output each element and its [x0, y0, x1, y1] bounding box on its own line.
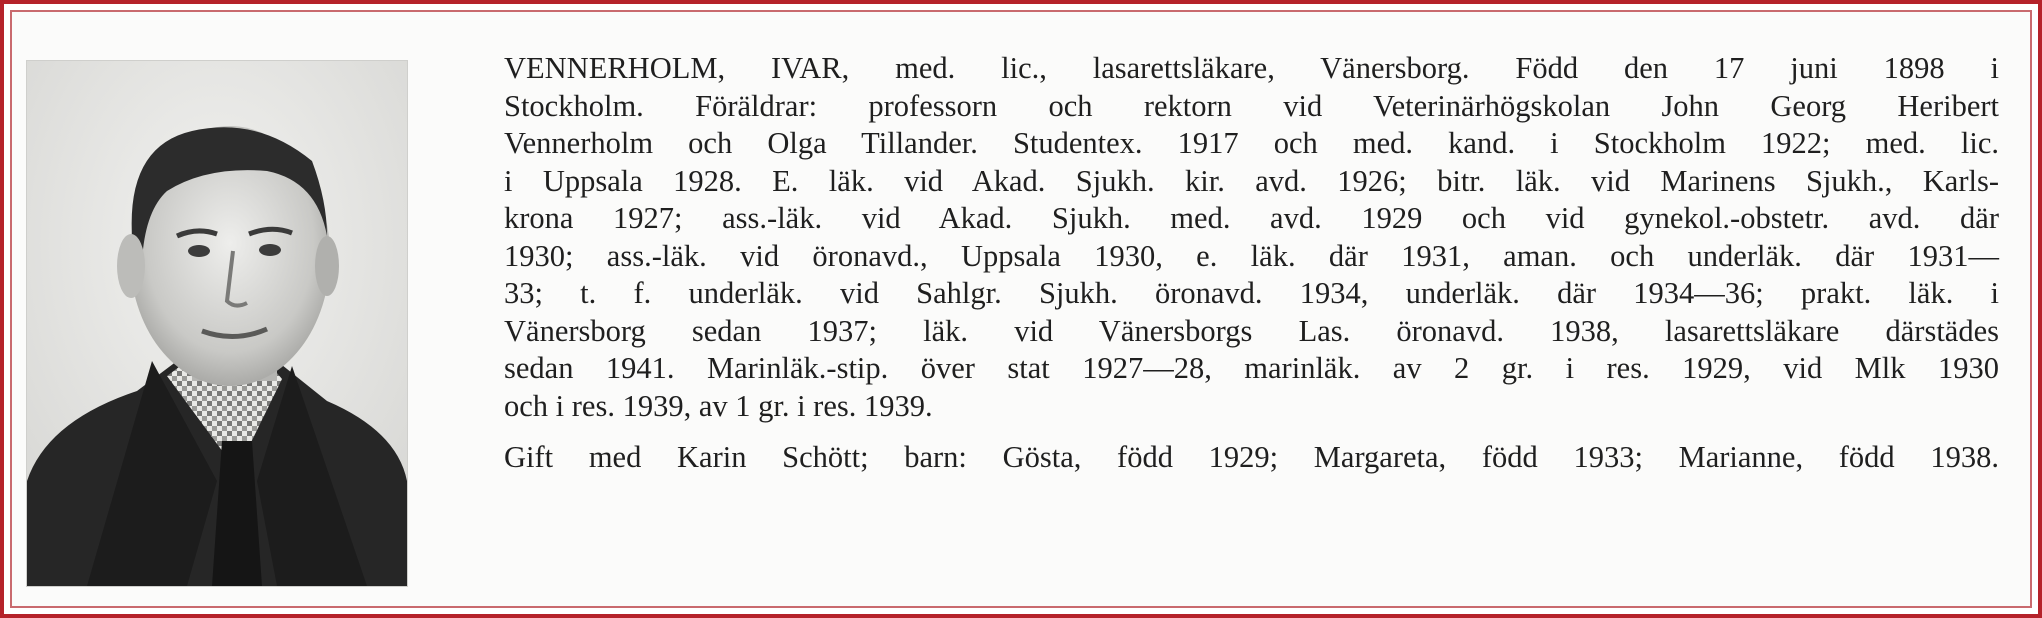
bio-line: krona 1927; ass.-läk. vid Akad. Sjukh. med. avd. 1929 och vid gynekol.-obstetr. avd. där — [504, 201, 1999, 235]
family-line: Gift med Karin Schött; barn: Gösta, född 1929; Margareta, född 1933; Marianne, född 1938. — [504, 440, 1999, 474]
bio-line: Stockholm. Föräldrar: professorn och rektorn vid Veterinärhögskolan John Georg Heribert — [504, 88, 1999, 123]
bio-line: och i res. 1939, av 1 gr. i res. 1939. — [504, 388, 933, 423]
family-paragraph — [504, 439, 1999, 477]
biography-text — [504, 50, 1999, 477]
bio-line: VENNERHOLM, IVAR, med. lic., lasarettsläkare, Vänersborg. Född den 17 juni 1898 i — [504, 51, 1999, 85]
bio-line: 1930; ass.-läk. vid öronavd., Uppsala 1930, e. läk. där 1931, aman. och underläk. där 1931— — [504, 238, 1999, 273]
bio-line: sedan 1941. Marinläk.-stip. över stat 1927—28, marinläk. av 2 gr. i res. 1929, vid Mlk 1930 — [504, 351, 1999, 385]
biography-paragraph — [504, 50, 1999, 425]
portrait-photo — [26, 60, 408, 587]
bio-line: Vennerholm och Olga Tillander. Studentex. 1917 och med. kand. i Stockholm 1922; med. lic. — [504, 126, 1999, 160]
bio-line: 33; t. f. underläk. vid Sahlgr. Sjukh. öronavd. 1934, underläk. där 1934—36; prakt. läk. i — [504, 276, 1999, 310]
bio-line: Vänersborg sedan 1937; läk. vid Vänersborgs Las. öronavd. 1938, lasarettsläkare därstädes — [504, 313, 1999, 348]
bio-line: i Uppsala 1928. E. läk. vid Akad. Sjukh. kir. avd. 1926; bitr. läk. vid Marinens Sjukh., Karls- — [504, 163, 1999, 198]
